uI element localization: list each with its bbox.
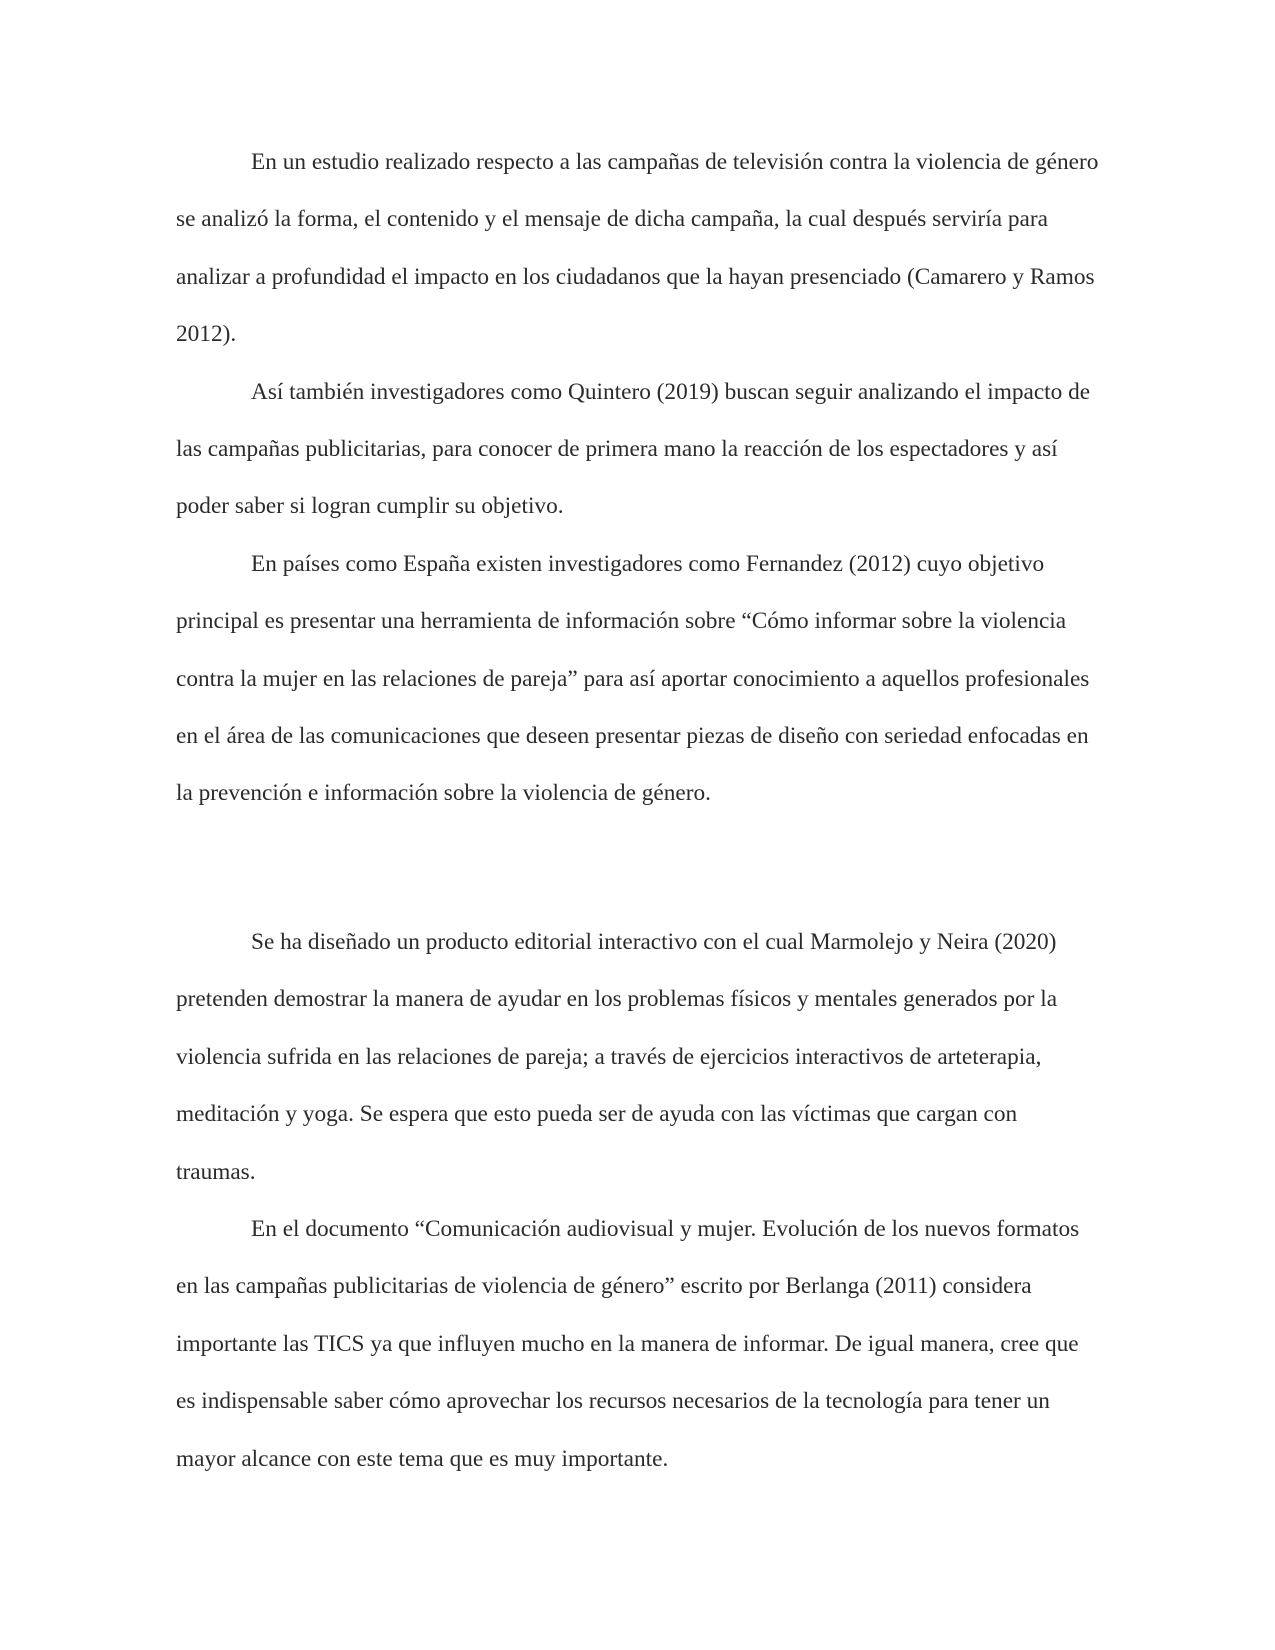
paragraph-camarero-ramos: En un estudio realizado respecto a las campañas de televisión contra la violencia de género se analizó la forma, el contenido y el mensaje de dicha campaña, la cual después serviría para analizar a profundidad el impacto en los ciudadanos que la hayan presenciado (Camarero y Ramos 2012). [176,149,1099,348]
paragraph-marmolejo-neira: Se ha diseñado un producto editorial interactivo con el cual Marmolejo y Neira (2020) pretenden demostrar la manera de ayudar en los problemas físicos y mentales generados por la violencia sufrida en las relaciones de pareja; a través de ejercicios interactivos de arteterapia, meditación y yoga. Se espera que esto pueda ser de ayuda con las víctimas que cargan con traumas. [176,929,1058,1185]
paragraph-fernandez: En países como España existen investigadores como Fernandez (2012) cuyo objetivo principal es presentar una herramienta de información sobre “Cómo informar sobre la violencia contra la mujer en las relaciones de pareja” para así aportar conocimiento a aquellos profesionales en el área de las comunicaciones que deseen presentar piezas de diseño con seriedad enfocadas en la prevención e información sobre la violencia de género. [176,550,1090,807]
text-block-top [176,134,1100,823]
text-block-bottom [176,914,1100,1488]
paragraph-quintero: Así también investigadores como Quintero (2019) buscan seguir analizando el impacto de las campañas publicitarias, para conocer de primera mano la reacción de los espectadores y así poder saber si logran cumplir su objetivo. [176,378,1091,520]
paragraph-berlanga: En el documento “Comunicación audiovisual y mujer. Evolución de los nuevos formatos en las campañas publicitarias de violencia de género” escrito por Berlanga (2011) considera importante las TICS ya que influyen mucho en la manera de informar. De igual manera, cree que es indispensable saber cómo aprovechar los recursos necesarios de la tecnología para tener un mayor alcance con este tema que es muy importante. [176,1216,1080,1472]
